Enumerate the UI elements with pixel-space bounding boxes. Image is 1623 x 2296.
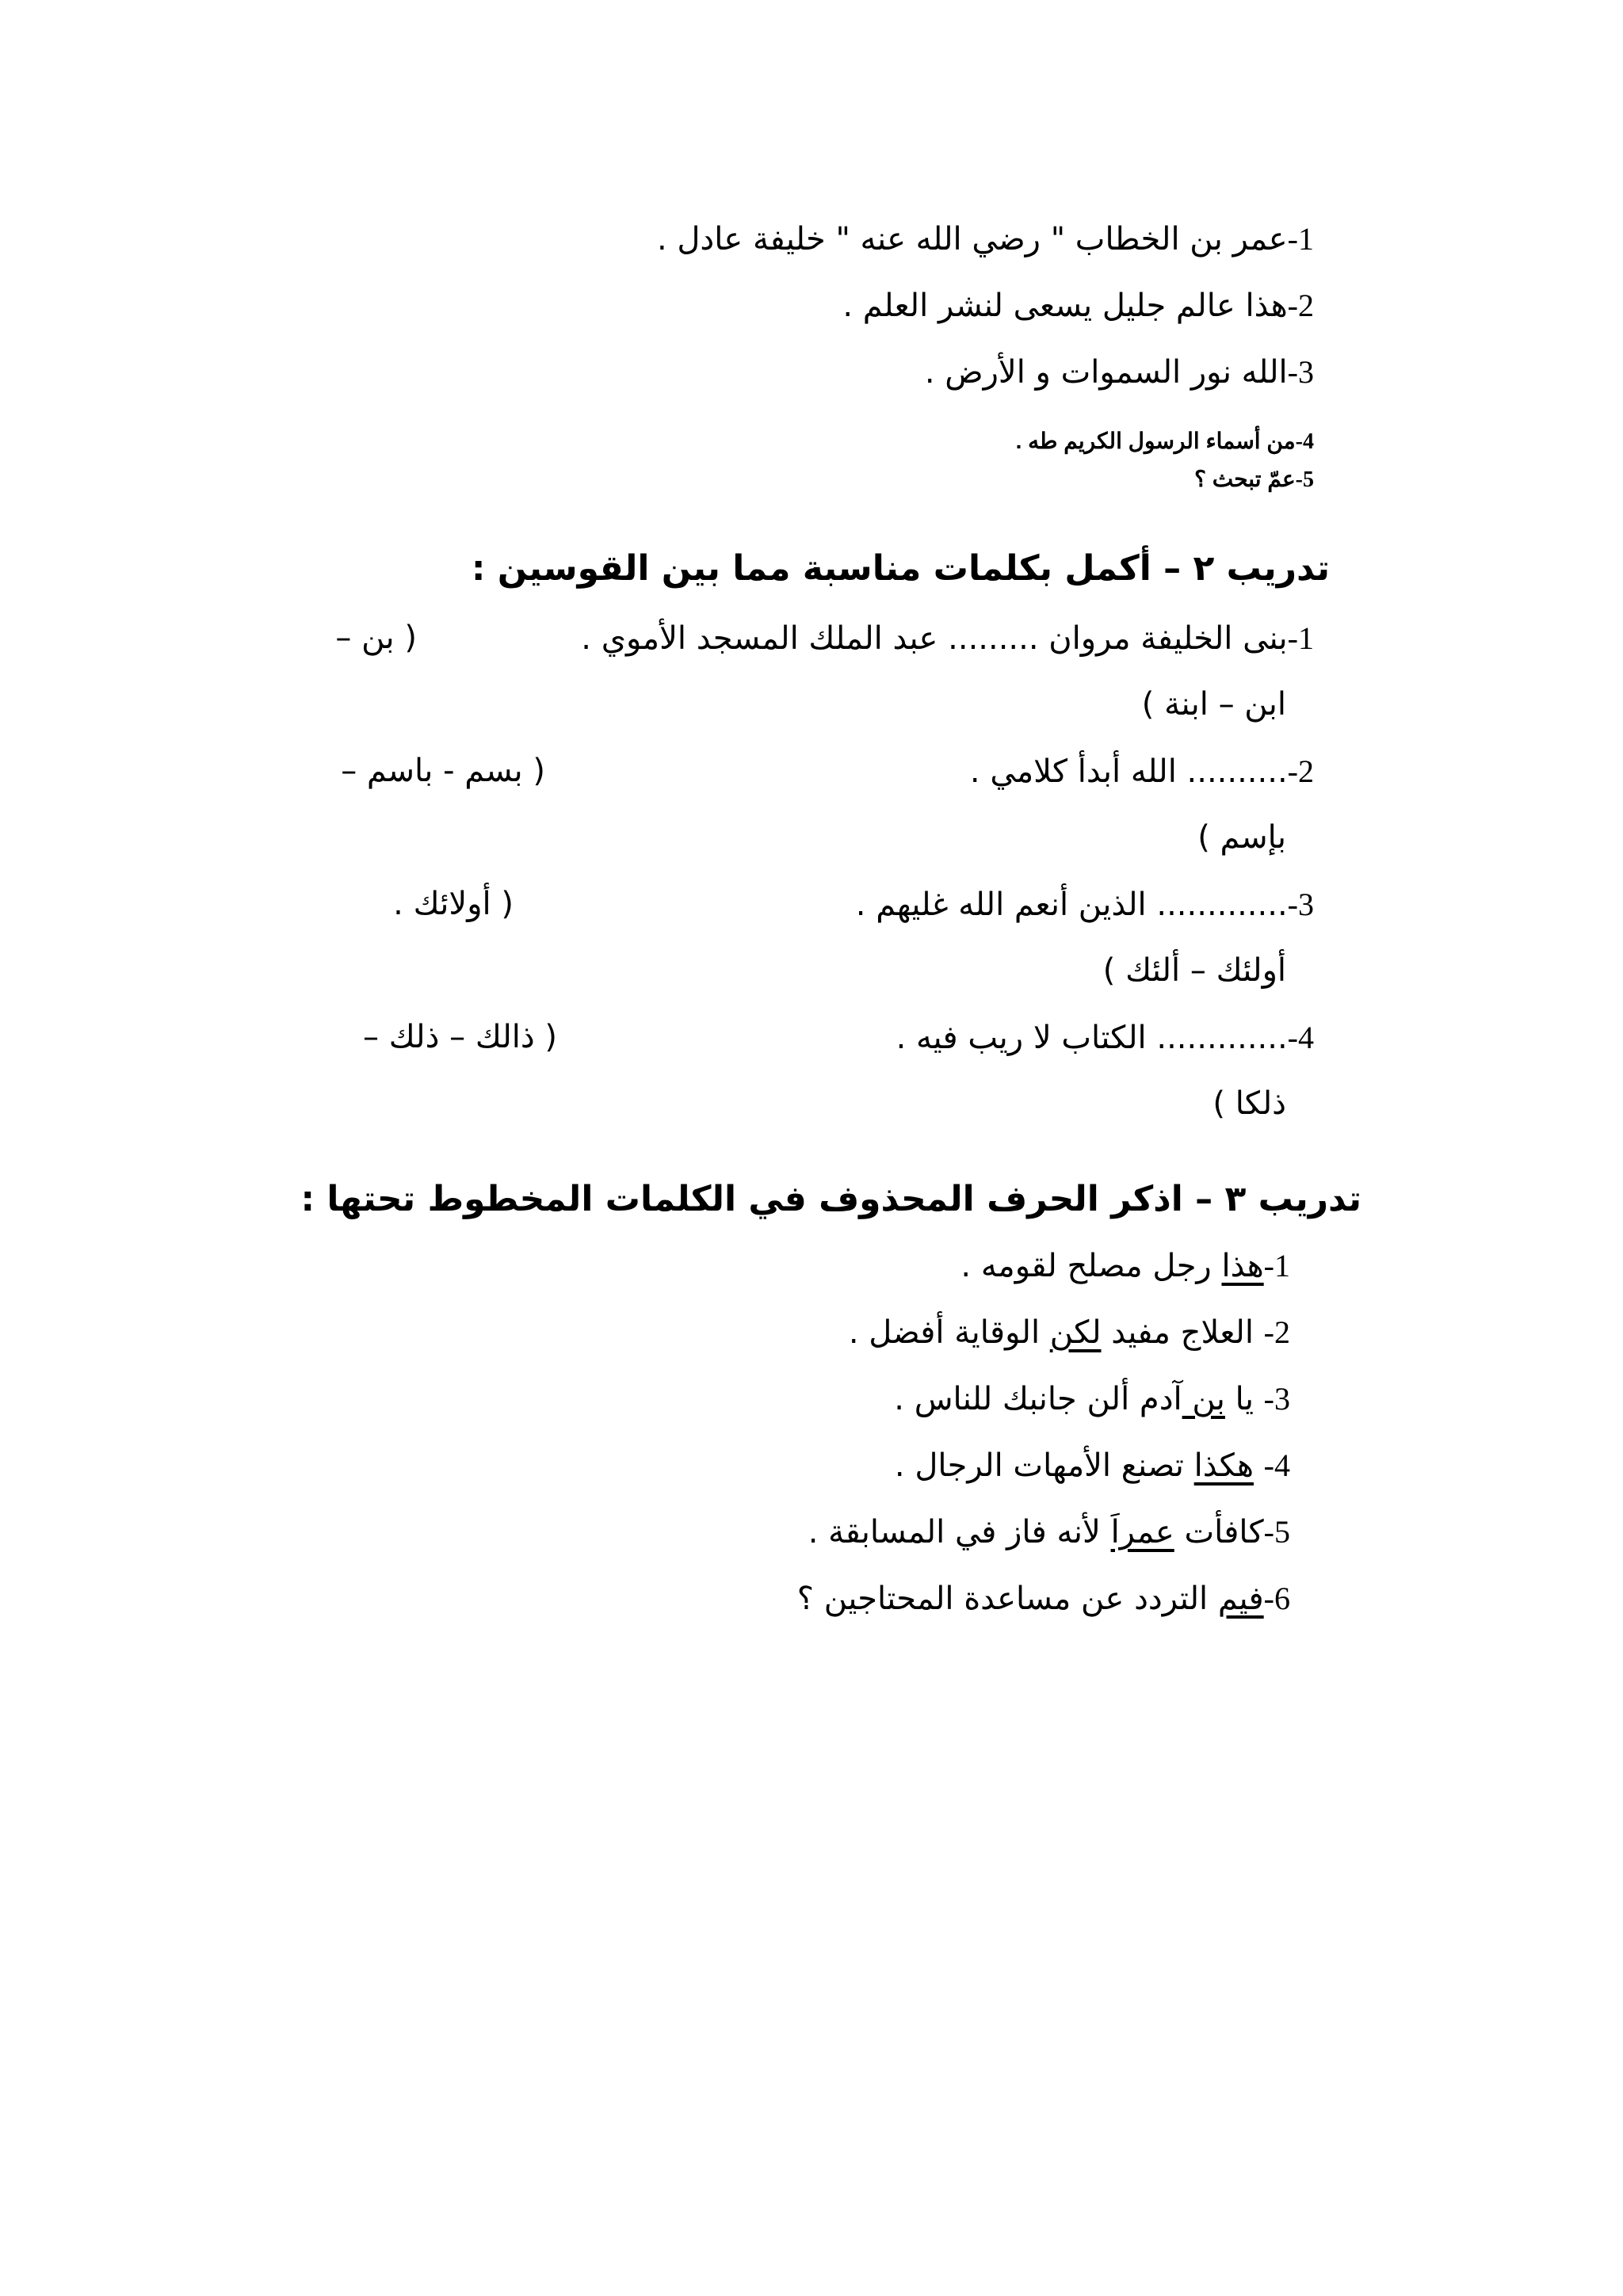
item-text: التردد عن مساعدة المحتاجين ؟ bbox=[796, 1581, 1218, 1617]
item-text-before: العلاج مفيد bbox=[1101, 1314, 1264, 1351]
sentence-3 bbox=[925, 353, 1314, 391]
exercise-3-item-5 bbox=[808, 1513, 1290, 1550]
underlined-word: هذا bbox=[1221, 1248, 1264, 1284]
item-number: 2- bbox=[1287, 753, 1314, 789]
item-number: 1- bbox=[1287, 620, 1314, 656]
exercise-3-item-1 bbox=[960, 1247, 1290, 1284]
underlined-word: لكن bbox=[1049, 1314, 1102, 1351]
sentence-text: هذا عالم جليل يسعى لنشر العلم . bbox=[842, 288, 1288, 324]
sentence-4 bbox=[1016, 428, 1314, 455]
sentence-text: عمّ تبحث ؟ bbox=[1194, 467, 1296, 491]
item-text: تصنع الأمهات الرجال . bbox=[894, 1447, 1194, 1484]
sentence-text: من أسماء الرسول الكريم طه . bbox=[1015, 429, 1296, 453]
sentence-1 bbox=[657, 220, 1314, 257]
item-text: الوقاية أفضل . bbox=[848, 1314, 1050, 1351]
exercise-2-item-2 bbox=[970, 753, 1314, 790]
exercise-2-item-3 bbox=[856, 886, 1314, 923]
exercise-3-item-4 bbox=[895, 1447, 1290, 1484]
exercise-2-item-1 bbox=[581, 620, 1314, 657]
item-text: لأنه فاز في المسابقة . bbox=[808, 1514, 1111, 1550]
item-number: 6- bbox=[1263, 1581, 1290, 1616]
sentence-text: عمر بن الخطاب " رضي الله عنه " خليفة عادل . bbox=[656, 221, 1288, 257]
item-text-before: يا bbox=[1224, 1381, 1264, 1417]
item-number: 5- bbox=[1263, 1514, 1290, 1550]
exercise-2-heading: تدريب ٢ – أكمل بكلمات مناسبة مما بين القوسين : bbox=[471, 548, 1330, 589]
exercise-3-heading: تدريب ٣ – اذكر الحرف المحذوف في الكلمات المخطوط تحتها : bbox=[300, 1179, 1361, 1219]
item-number: 4- bbox=[1287, 1020, 1314, 1055]
item-text: آدم ألن جانبك للناس . bbox=[894, 1381, 1182, 1417]
item-number: 5- bbox=[1295, 467, 1314, 492]
item-text: ............. الذين أنعم الله غليهم . bbox=[855, 887, 1288, 923]
item-number: 1- bbox=[1263, 1248, 1290, 1283]
exercise-2-item-1-options-a: ( بن – bbox=[335, 620, 417, 656]
item-text: ............. الكتاب لا ريب فيه . bbox=[896, 1020, 1288, 1056]
underlined-word: بن bbox=[1182, 1381, 1225, 1417]
item-number: 4- bbox=[1295, 429, 1314, 454]
item-number: 3- bbox=[1287, 887, 1314, 922]
exercise-2-item-1-options-b: ابن – ابنة ) bbox=[1141, 686, 1286, 723]
sentence-text: الله نور السموات و الأرض . bbox=[924, 354, 1288, 391]
item-number: 2- bbox=[1287, 288, 1314, 323]
underlined-word: فيم bbox=[1217, 1581, 1264, 1617]
item-text: رجل مصلح لقومه . bbox=[960, 1248, 1222, 1284]
item-text-before bbox=[1254, 1447, 1264, 1484]
exercise-2-item-4-options-b: ذلكا ) bbox=[1212, 1085, 1286, 1122]
exercise-3-item-2 bbox=[849, 1314, 1290, 1351]
exercise-2-item-2-options-a: ( بسم - باسم – bbox=[341, 753, 545, 789]
exercise-2-item-3-options-b: أولئك – ألئك ) bbox=[1102, 952, 1286, 989]
exercise-3-item-3 bbox=[894, 1380, 1290, 1417]
item-number: 3- bbox=[1263, 1381, 1290, 1417]
underlined-word: هكذا bbox=[1193, 1447, 1254, 1484]
sentence-2 bbox=[842, 287, 1314, 324]
item-text-before: كافأت bbox=[1174, 1514, 1264, 1550]
item-number: 2- bbox=[1263, 1314, 1290, 1350]
item-text: بنى الخليفة مروان ......... عبد الملك المسجد الأموي . bbox=[581, 620, 1288, 657]
exercise-2-item-3-options-a: ( أولائك . bbox=[393, 886, 514, 922]
exercise-3-item-6 bbox=[797, 1580, 1290, 1617]
exercise-2-item-2-options-b: بإسم ) bbox=[1197, 819, 1286, 856]
sentence-5 bbox=[1194, 466, 1314, 493]
item-number: 4- bbox=[1263, 1447, 1290, 1483]
item-number: 3- bbox=[1287, 354, 1314, 390]
exercise-2-item-4 bbox=[896, 1019, 1314, 1056]
item-text: .......... الله أبدأ كلامي . bbox=[969, 753, 1288, 790]
exercise-2-item-4-options-a: ( ذالك – ذلك – bbox=[363, 1019, 557, 1055]
underlined-word: عمراَ bbox=[1110, 1514, 1174, 1550]
item-number: 1- bbox=[1287, 221, 1314, 257]
